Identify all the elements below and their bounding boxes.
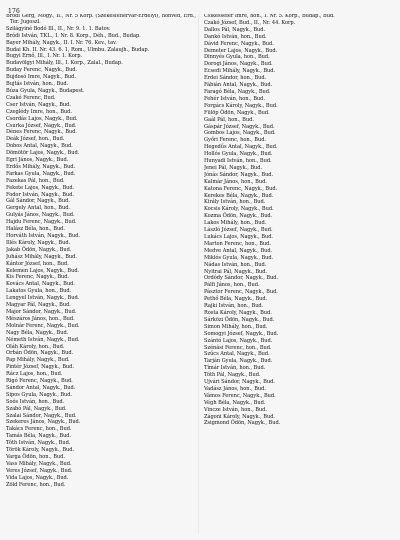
- register-entry: Nagy Béla, Nagyk., Bud.: [6, 329, 69, 336]
- register-entry: Dinnyés Gyula, hon., Bud.: [204, 54, 270, 61]
- register-entry: Zágoni Károly, Nagyk., Bud.: [204, 413, 275, 420]
- register-entry: Nádas István, hon., Bud.: [204, 261, 267, 268]
- register-entry: Gombos Lajos, Nagyk., Bud.: [204, 130, 276, 137]
- register-entry: Pálfi János, hon., Bud.: [204, 282, 260, 289]
- register-entry: Sipos Gyula, Nagyk., Bud.: [6, 391, 73, 398]
- register-entry: Hajdu Ferenc, Nagyk., Bud.: [6, 219, 77, 226]
- register-entry: Szűcs Antal, Nagyk., Bud.: [204, 351, 270, 358]
- left-column: [6, 14, 196, 534]
- register-entry: Kis Ferenc, Nagyk., Bud.: [6, 274, 70, 281]
- register-entry: Vass Mihály, Nagyk., Bud.: [6, 460, 72, 467]
- register-entry: Török Károly, Nagyk., Bud.: [6, 447, 75, 454]
- register-entry: Zsigmond Ödön, Nagyk., Bud.: [204, 420, 281, 427]
- register-entry: Mészáros János, hon., Bud.: [6, 315, 75, 322]
- register-entry: Szántó Lajos, Nagyk., Bud.: [204, 337, 273, 344]
- register-entry: Vámos Ferenc, Nagyk., Bud.: [204, 392, 276, 399]
- register-entry: Marton Ferenc, hon., Bud.: [204, 240, 271, 247]
- register-entry: Buday Ferenc, Nagyk., Bud.: [6, 67, 78, 74]
- register-entry: Hollós Gyula, Nagyk., Bud.: [204, 151, 273, 158]
- register-entry: Bujdosó Imre, Nagyk., Bud.: [6, 74, 76, 81]
- register-entry: Nyitrai Pál, Nagyk., Bud.: [204, 268, 268, 275]
- register-entry: Lakos Mihály, hon., Bud.: [204, 220, 267, 227]
- register-entry: Lengyel István, Nagyk., Bud.: [6, 295, 80, 302]
- register-entry: Deák József, hon., Bud.: [6, 136, 65, 143]
- register-entry: Cser István, Nagyk., Bud.: [6, 101, 71, 108]
- register-entry: Soós István, hon., Bud.: [6, 398, 65, 405]
- register-entry: Kalmár János, hon., Bud.: [204, 178, 267, 185]
- register-entry: Sárközi Ödön, Nagyk., Bud.: [204, 316, 275, 323]
- register-entry: Demeter Lajos, Nagyk., Bud.: [204, 47, 278, 54]
- register-entry: Dorogi János, Nagyk., Bud.: [204, 61, 273, 68]
- register-entry: Czeglédy Imre, hon., Bud.: [6, 108, 72, 115]
- register-entry: Czakó Ferenc, Bud.: [6, 94, 56, 101]
- register-entry: Király István, hon., Bud.: [204, 199, 266, 206]
- register-entry: Kocsis Károly, Nagyk., Bud.: [204, 206, 274, 213]
- register-entry: Illés Károly, Nagyk., Bud.: [6, 239, 71, 246]
- register-entry: Dallos Pál, Nagyk., Bud.: [204, 26, 266, 33]
- register-entry: Miklós Gyula, Nagyk., Bud.: [204, 254, 274, 261]
- register-entry: Csurka József, Nagyk., Bud.: [6, 122, 77, 129]
- register-entry: Bayer Mihály, Nagyk., II. I. Nr. 76. Kev., tav.: [6, 39, 117, 46]
- register-entry: Budai Kh. II. Nr. 43. 6. 1, Rom., Ulmbu. Zalaujh., Budap.: [6, 46, 150, 53]
- register-entry: Kozma Ödön, Nagyk., Bud.: [204, 213, 273, 220]
- register-entry: Molnár Ferenc, Nagyk., Bud.: [6, 322, 80, 329]
- register-entry: Hunyadi István, hon., Bud.: [204, 158, 272, 165]
- register-entry: Kelemen Lajos, Nagyk., Bud.: [6, 267, 80, 274]
- register-entry: Gál Sándor, Nagyk., Bud.: [6, 198, 70, 205]
- register-entry: Varga Ödön, hon., Bud.: [6, 454, 65, 460]
- register-entry: Pethő Béla, Nagyk., Bud.: [204, 296, 268, 303]
- register-entry: Dénes Ferenc, Nagyk., Bud.: [6, 129, 77, 136]
- register-entry: Tamás Béla, Nagyk., Bud.: [6, 433, 72, 440]
- register-entry: László József, Nagyk., Bud.: [204, 227, 273, 234]
- register-entry: Kovács Antal, Nagyk., Bud.: [6, 281, 75, 288]
- register-entry: Farkas Gyula, Nagyk., Bud.: [6, 170, 76, 177]
- register-entry: Orbán Ödön, Nagyk., Bud.: [6, 350, 74, 357]
- register-entry: Vida Lajos, Nagyk., Bud.: [6, 474, 69, 481]
- register-entry: Sándor Antal, Nagyk., Bud.: [6, 384, 76, 391]
- register-entry: Fábián Antal, Nagyk., Bud.: [204, 82, 273, 89]
- register-entry: Dömötör Lajos, Nagyk., Bud.: [6, 150, 80, 157]
- register-entry: Juhász Mihály, Nagyk., Bud.: [6, 253, 77, 260]
- register-entry: Rajki István, hon., Bud.: [204, 303, 264, 310]
- register-entry: Csikesséfer Imre, hon., I. Nr. 5. Korp., Budap., Bud.: [204, 14, 335, 19]
- register-entry: Hegedűs Antal, Nagyk., Bud.: [204, 144, 278, 151]
- register-entry: Erdei Sándor, hon., Bud.: [204, 75, 267, 82]
- register-entry: Fehér István, hon., Bud.: [204, 95, 265, 102]
- columns: [6, 14, 394, 534]
- register-entry: Bujtás István, hon., Bud.: [6, 81, 69, 88]
- register-entry: Ordódy Sándor, Nagyk., Bud.: [204, 275, 279, 282]
- register-entry: Bródi Gerg, Mogy., II., Nr. 5 Korp. (Székesfehérvár-Erdélyi), honvéd, Erd., Ter. Jugoszl.: [6, 14, 196, 25]
- register-entry: Halász Béla, hon., Bud.: [6, 226, 65, 233]
- register-entry: Pásztor Ferenc, Nagyk., Bud.: [204, 289, 278, 296]
- register-entry: Major Sándor, Nagyk., Bud.: [6, 308, 77, 315]
- register-entry: Gáspár József, Nagyk., Bud.: [204, 123, 275, 130]
- register-entry: Bródi István, TKL., I. Nr. 8. Korp., Déh., Bud., Budap.: [6, 32, 141, 39]
- register-entry: Gaál Pál, hon., Bud.: [204, 116, 254, 123]
- register-entry: Pintér József, Nagyk., Bud.: [6, 364, 74, 371]
- register-entry: Forgács Károly, Nagyk., Bud.: [204, 102, 278, 109]
- register-entry: Rosta Károly, Nagyk., Bud.: [204, 309, 272, 316]
- register-entry: Fekete Lajos, Nagyk., Bud.: [6, 184, 75, 191]
- register-entry: Zöld Ferenc, hon., Bud.: [6, 481, 66, 488]
- register-entry: Kántor József, hon., Bud.: [6, 260, 69, 267]
- page-number: 176: [8, 8, 21, 15]
- register-entry: Vadász János, hon., Bud.: [204, 385, 266, 392]
- register-entry: Szalai Sándor, Nagyk., Bud.: [6, 412, 77, 419]
- register-entry: Németh István, Nagyk., Bud.: [6, 336, 80, 343]
- register-entry: Szekeres János, Nagyk., Bud.: [6, 419, 81, 426]
- register-entry: Jónás Sándor, Nagyk., Bud.: [204, 171, 274, 178]
- register-entry: Egri János, Nagyk., Bud.: [6, 157, 69, 164]
- register-entry: Győri Ferenc, hon., Bud.: [204, 137, 266, 144]
- register-entry: Tóth Pál, Nagyk., Bud.: [204, 372, 261, 379]
- register-entry: Horváth István, Nagyk., Bud.: [6, 233, 80, 239]
- register-entry: Katona Ferenc, Nagyk., Bud.: [204, 185, 278, 192]
- register-entry: Szénási Ferenc, hon., Bud.: [204, 344, 272, 351]
- register-entry: Takács Ferenc, hon., Bud.: [6, 426, 72, 433]
- register-entry: Szabó Pál, Nagyk., Bud.: [6, 405, 67, 412]
- register-entry: Magyar Pál, Nagyk., Bud.: [6, 302, 71, 309]
- register-entry: Tarján Gyula, Nagyk., Bud.: [204, 358, 273, 365]
- register-entry: Fazekas Pál, hon., Bud.: [6, 177, 65, 184]
- register-entry: Végh Béla, Nagyk., Bud.: [204, 399, 266, 406]
- register-entry: Medve Antal, Nagyk., Bud.: [204, 247, 273, 254]
- register-entry: Somogyi József, Nagyk., Bud.: [204, 330, 279, 337]
- register-entry: Fodor István, Nagyk., Bud.: [6, 191, 74, 198]
- register-entry: Dankó István, hon., Bud.: [204, 33, 267, 40]
- register-entry: Veres József, Nagyk., Bud.: [6, 467, 73, 474]
- register-entry: Pap Mihály, Nagyk., Bud.: [6, 357, 70, 364]
- register-entry: Ujvári Sándor, Nagyk., Bud.: [204, 379, 275, 386]
- register-entry: Búza Gyula, Nagyk., Budapest.: [6, 87, 85, 94]
- right-column: [204, 14, 394, 534]
- register-entry: Dávid Ferenc, Nagyk., Bud.: [204, 40, 274, 47]
- register-entry: Simon Mihály, hon., Bud.: [204, 323, 268, 330]
- register-entry: Ecsedi Mihály, Nagyk., Bud.: [204, 68, 276, 75]
- register-entry: Gergely Antal, hon., Bud.: [6, 205, 70, 212]
- register-entry: Bugyi Ernő, Ill., I. Nr. 1. Korp.: [6, 53, 82, 60]
- register-entry: Czakó József, Bud., II., Nr. 44. Korp.: [204, 19, 296, 26]
- register-entry: Faragó Béla, Nagyk., Bud.: [204, 88, 271, 95]
- register-entry: Szilágyiné Bodó Ill., II., Nr. 9. 1. 1. Batov.: [6, 25, 111, 32]
- register-entry: Lukács Lajos, Nagyk., Bud.: [204, 234, 273, 240]
- register-entry: Fülöp Ödön, Nagyk., Bud.: [204, 109, 270, 116]
- register-entry: Rigó Ferenc, Nagyk., Bud.: [6, 378, 73, 385]
- register-entry: Erdős Mihály, Nagyk., Bud.: [6, 163, 76, 170]
- register-entry: Oláh Károly, hon., Bud.: [6, 343, 65, 350]
- register-entry: Rácz Lajos, hon., Bud.: [6, 371, 63, 378]
- register-entry: Tóth István, Nagyk., Bud.: [6, 440, 71, 447]
- register-entry: Gulyás János, Nagyk., Bud.: [6, 212, 75, 219]
- register-entry: Csordás Lajos, Nagyk., Bud.: [6, 115, 78, 122]
- register-entry: Lakatos Gyula, hon., Bud.: [6, 288, 72, 295]
- register-entry: Jakab Ödön, Nagyk., Bud.: [6, 246, 72, 253]
- register-entry: Kerekes Béla, Nagyk., Bud.: [204, 192, 274, 199]
- register-entry: Jenei Pál, Nagyk., Bud.: [204, 164, 263, 171]
- register-entry: Dobos Antal, Nagyk., Bud.: [6, 143, 73, 150]
- register-entry: Tímár István, hon., Bud.: [204, 365, 266, 372]
- register-entry: Budavölgyi Mihály, Ill., I. Korp., Zalal., Budap.: [6, 60, 123, 67]
- register-entry: Vincze István, hon., Bud.: [204, 406, 267, 413]
